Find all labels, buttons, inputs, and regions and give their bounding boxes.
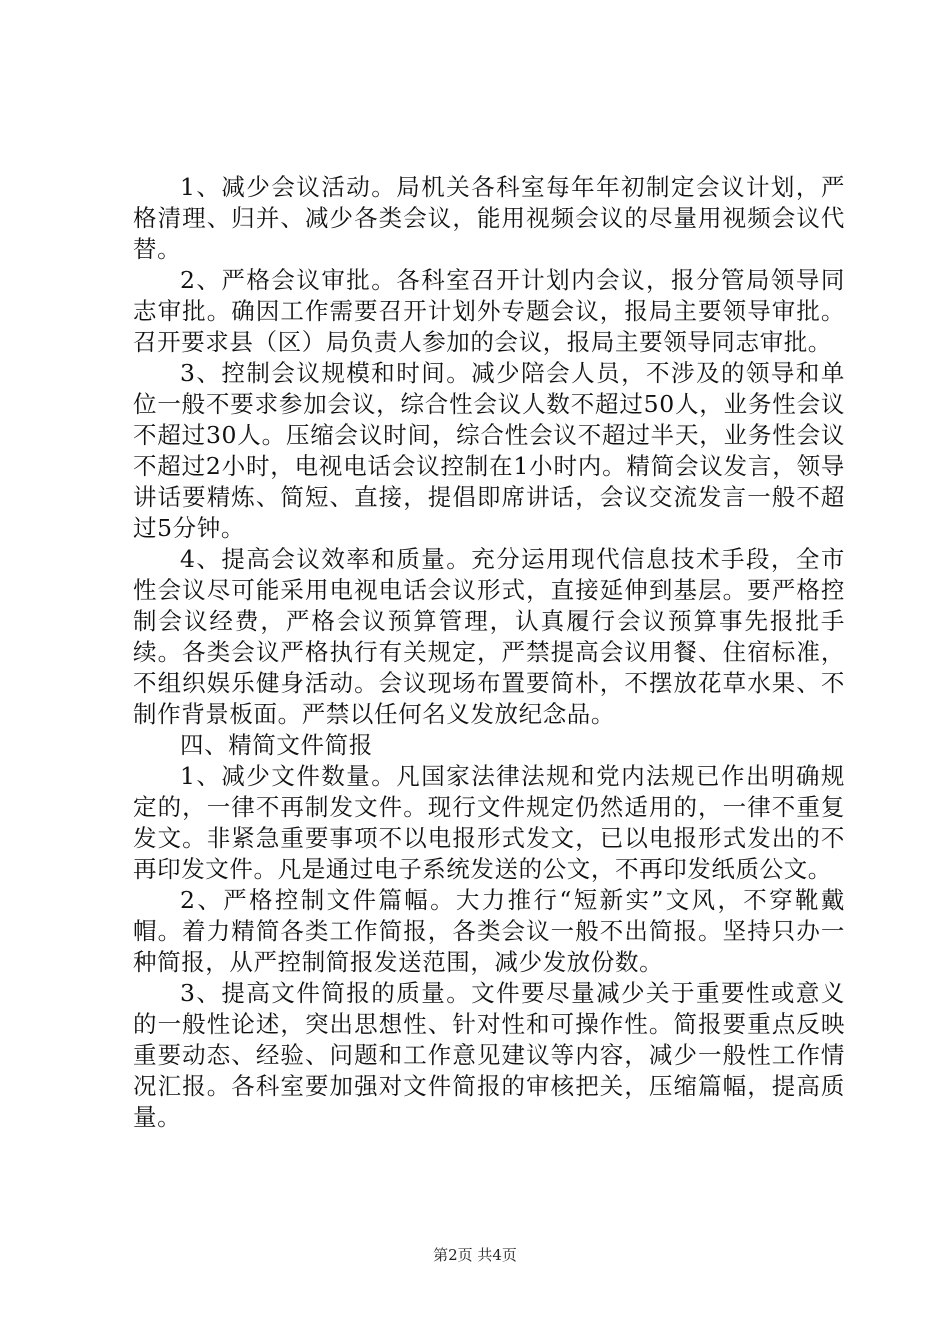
section-heading-documents: 四、精简文件简报	[180, 731, 373, 759]
paragraph-meeting-scale: 3、控制会议规模和时间。减少陪会人员，不涉及的领导和单位一般不要求参加会议，综合性会议人数不超过50人，业务性会议不超过30人。压缩会议时间，综合性会议不超过半天，业务性会议不超过2小时，电视电话会议控制在1小时内。精简会议发言，领导讲话要精炼、简短、直接，提倡即席讲话，会议交流发言一般不超过5分钟。	[133, 359, 845, 542]
paragraph-meeting-efficiency: 4、提高会议效率和质量。充分运用现代信息技术手段，全市性会议尽可能采用电视电话会议形式，直接延伸到基层。要严格控制会议经费，严格会议预算管理，认真履行会议预算事先报批手续。各类会议严格执行有关规定，严禁提高会议用餐、住宿标准，不组织娱乐健身活动。会议现场布置要简朴，不摆放花草水果、不制作背景板面。严禁以任何名义发放纪念品。	[133, 545, 845, 728]
paragraph-documents-quality: 3、提高文件简报的质量。文件要尽量减少关于重要性或意义的一般性论述，突出思想性、针对性和可操作性。简报要重点反映重要动态、经验、问题和工作意见建议等内容，减少一般性工作情况汇报。各科室要加强对文件简报的审核把关，压缩篇幅，提高质量。	[133, 979, 845, 1131]
paragraph-meeting-reduce: 1、减少会议活动。局机关各科室每年年初制定会议计划，严格清理、归并、减少各类会议，能用视频会议的尽量用视频会议代替。	[133, 173, 845, 263]
paragraph-documents-length: 2、严格控制文件篇幅。大力推行“短新实”文风，不穿靴戴帽。着力精简各类工作简报，各类会议一般不出简报。坚持只办一种简报，从严控制简报发送范围，减少发放份数。	[133, 886, 845, 976]
document-body	[133, 172, 845, 1133]
paragraph-documents-reduce: 1、减少文件数量。凡国家法律法规和党内法规已作出明确规定的，一律不再制发文件。现行文件规定仍然适用的，一律不重复发文。非紧急重要事项不以电报形式发文，已以电报形式发出的不再印发文件。凡是通过电子系统发送的公文，不再印发纸质公文。	[133, 762, 845, 883]
page-footer: 第2页 共4页	[433, 1246, 517, 1264]
paragraph-meeting-approval: 2、严格会议审批。各科室召开计划内会议，报分管局领导同志审批。确因工作需要召开计划外专题会议，报局主要领导审批。召开要求县（区）局负责人参加的会议，报局主要领导同志审批。	[133, 266, 845, 356]
